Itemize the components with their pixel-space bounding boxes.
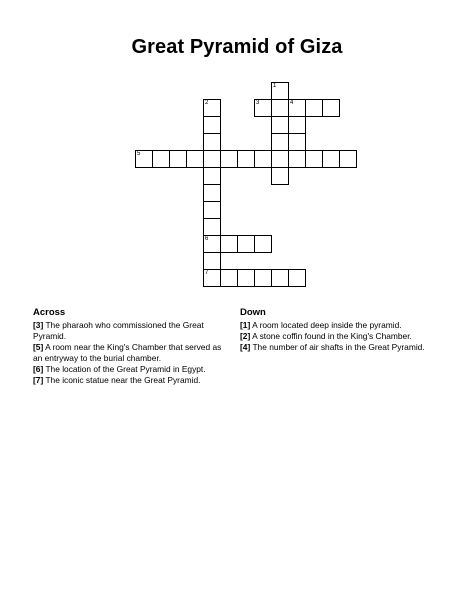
grid-cell[interactable]: [203, 252, 221, 270]
clue-number-label: 4: [290, 100, 294, 106]
grid-cell[interactable]: [271, 82, 289, 100]
grid-cell[interactable]: [254, 150, 272, 168]
grid-cell[interactable]: [305, 99, 323, 117]
clue-number-label: 2: [205, 100, 209, 106]
clue-text: A room located deep inside the pyramid.: [252, 320, 402, 330]
grid-cell[interactable]: [203, 235, 221, 253]
clue-text: A stone coffin found in the King's Chamber.: [252, 331, 412, 341]
grid-cell[interactable]: [203, 116, 221, 134]
grid-cell[interactable]: [254, 269, 272, 287]
grid-cell[interactable]: [203, 184, 221, 202]
clue-text: The location of the Great Pyramid in Egypt.: [45, 364, 206, 374]
crossword-grid: [0, 0, 474, 300]
clue-down-4: [240, 342, 450, 353]
clue-text: The iconic statue near the Great Pyramid.: [45, 375, 201, 385]
clue-number: [7]: [33, 375, 44, 385]
grid-cell[interactable]: [203, 133, 221, 151]
grid-cell[interactable]: [203, 167, 221, 185]
across-heading: Across: [33, 307, 66, 318]
grid-cell[interactable]: [305, 150, 323, 168]
grid-cell[interactable]: [271, 269, 289, 287]
clue-down-2: [240, 331, 450, 342]
page-title: Great Pyramid of Giza: [131, 36, 343, 58]
grid-cell[interactable]: [237, 269, 255, 287]
grid-cell[interactable]: [203, 269, 221, 287]
clue-number: [5]: [33, 342, 44, 352]
grid-cell[interactable]: [339, 150, 357, 168]
grid-cell[interactable]: [254, 235, 272, 253]
clue-number-label: 3: [256, 100, 260, 106]
grid-cell[interactable]: [203, 150, 221, 168]
grid-cell[interactable]: [271, 99, 289, 117]
grid-cell[interactable]: [271, 116, 289, 134]
clue-text: The number of air shafts in the Great Pyramid.: [252, 342, 425, 352]
grid-cell[interactable]: [186, 150, 204, 168]
clue-text: A room near the King's Chamber that served as an entryway to the burial chamber.: [33, 342, 222, 363]
grid-cell[interactable]: [288, 150, 306, 168]
grid-cell[interactable]: [220, 150, 238, 168]
grid-cell[interactable]: [203, 99, 221, 117]
clue-number: [4]: [240, 342, 251, 352]
down-heading: Down: [240, 307, 266, 318]
grid-cell[interactable]: [220, 269, 238, 287]
clue-number: [3]: [33, 320, 44, 330]
clue-across-3: [33, 320, 229, 342]
grid-cell[interactable]: [288, 269, 306, 287]
clue-number-label: 1: [273, 83, 277, 89]
grid-cell[interactable]: [271, 133, 289, 151]
down-clues: [240, 307, 450, 353]
grid-cell[interactable]: [322, 150, 340, 168]
clue-number: [6]: [33, 364, 44, 374]
grid-cell[interactable]: [203, 201, 221, 219]
grid-cell[interactable]: [135, 150, 153, 168]
clue-text: The pharaoh who commissioned the Great Pyramid.: [33, 320, 204, 341]
grid-cell[interactable]: [220, 235, 238, 253]
clue-across-7: [33, 375, 229, 386]
grid-cell[interactable]: [169, 150, 187, 168]
across-clues: [33, 307, 229, 386]
clue-number-label: 7: [205, 270, 209, 276]
grid-cell[interactable]: [288, 133, 306, 151]
clue-across-5: [33, 342, 229, 364]
grid-cell[interactable]: [203, 218, 221, 236]
clue-number: [2]: [240, 331, 251, 341]
grid-cell[interactable]: [271, 150, 289, 168]
clue-down-1: [240, 320, 450, 331]
grid-cell[interactable]: [152, 150, 170, 168]
clue-number: [1]: [240, 320, 251, 330]
grid-cell[interactable]: [237, 150, 255, 168]
clue-across-6: [33, 364, 229, 375]
grid-cell[interactable]: [288, 116, 306, 134]
clue-number-label: 5: [137, 151, 141, 157]
clue-number-label: 6: [205, 236, 209, 242]
grid-cell[interactable]: [237, 235, 255, 253]
grid-cell[interactable]: [254, 99, 272, 117]
grid-cell[interactable]: [271, 167, 289, 185]
grid-cell[interactable]: [288, 99, 306, 117]
grid-cell[interactable]: [322, 99, 340, 117]
